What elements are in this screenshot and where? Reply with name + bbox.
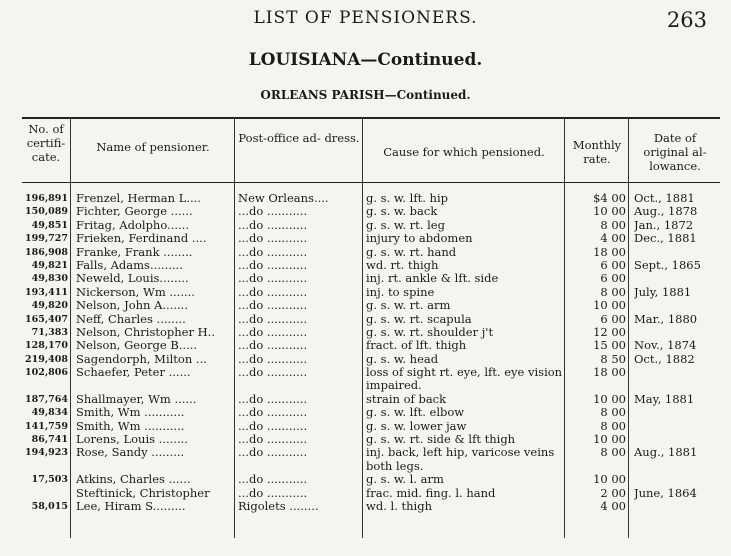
certificate-number: 71,383 [31,326,68,338]
table-row [0,433,731,446]
monthly-rate: 6 00 [600,312,626,326]
pension-cause: g. s. w. lft. elbow [366,406,465,420]
pensioner-name: Neweld, Louis........ [76,272,189,286]
allowance-date: Jan., 1872 [634,218,694,232]
allowance-date: June, 1864 [634,486,697,500]
table-top-rule [22,117,720,119]
pensioner-name: Frenzel, Herman L.... [76,192,201,205]
column-header-date: Date of original al- lowance. [643,131,707,173]
pension-cause: strain of back [366,392,447,406]
certificate-number: 194,923 [25,447,68,459]
certificate-number: 49,820 [31,300,68,312]
table-row [0,299,731,312]
post-office-address: ...do ........... [238,433,308,447]
table-row [0,500,731,513]
certificate-number: 186,908 [25,246,68,258]
pension-cause: inj. to spine [366,285,435,299]
pension-cause: g. s. w. lower jaw [366,419,467,433]
table-row [0,246,731,259]
post-office-address: ...do ........... [238,366,308,380]
table-row [0,339,731,352]
post-office-address: ...do ........... [238,218,308,232]
pensioner-name: Atkins, Charles ...... [76,473,191,487]
certificate-number: 150,089 [25,206,68,218]
pension-cause: g. s. w. rt. arm [366,299,451,313]
allowance-date: Sept., 1865 [634,258,701,272]
pension-cause: fract. of lft. thigh [366,339,467,353]
table-row [0,393,731,406]
post-office-address: ...do ........... [238,245,308,259]
certificate-number: 196,891 [25,193,68,204]
pensioner-name: Frieken, Ferdinand .... [76,232,207,246]
column-header-cause: Cause for which pensioned. [383,145,545,159]
certificate-number: 49,830 [31,273,68,285]
column-header-post-office: Post-office ad- dress. [238,131,360,145]
monthly-rate: 6 00 [600,258,626,272]
monthly-rate: 12 00 [593,325,626,339]
pensioner-name: Shallmayer, Wm ...... [76,392,197,406]
monthly-rate: 8 00 [600,406,626,420]
certificate-number: 58,015 [31,501,68,513]
table-row [0,313,731,326]
monthly-rate: 6 00 [600,272,626,286]
post-office-address: ...do ........... [238,352,308,366]
pensioner-name: Neff, Charles ........ [76,312,186,326]
allowance-date: Nov., 1874 [634,339,697,353]
monthly-rate: 10 00 [593,299,626,313]
table-row [0,205,731,218]
monthly-rate: 8 50 [600,352,626,366]
pensioner-name: Fritag, Adolpho...... [76,218,189,232]
allowance-date: Oct., 1882 [634,352,695,366]
parish-title: ORLEANS PARISH—Continued. [260,88,471,102]
allowance-date: Mar., 1880 [634,312,698,326]
pension-cause: wd. l. thigh [366,500,432,514]
pension-cause: g. s. w. back [366,205,438,219]
post-office-address: ...do ........... [238,419,308,433]
certificate-number: 49,821 [31,259,68,271]
allowance-date: Oct., 1881 [634,192,695,205]
column-header-name: Name of pensioner. [96,140,210,154]
pensioner-name: Falls, Adams......... [76,258,183,272]
pensioner-table-body [0,192,731,513]
certificate-number: 193,411 [25,286,68,298]
post-office-address: ...do ........... [238,325,308,339]
table-row [0,420,731,433]
monthly-rate: 18 00 [593,245,626,259]
monthly-rate: 15 00 [593,339,626,353]
allowance-date: July, 1881 [634,285,692,299]
pension-cause: g. s. w. rt. hand [366,245,457,259]
monthly-rate: 8 00 [600,285,626,299]
pension-cause: g. s. w. rt. side & lft thigh [366,433,516,447]
pension-cause: g. s. w. head [366,352,439,366]
post-office-address: ...do ........... [238,392,308,406]
table-row [0,286,731,299]
pensioner-name: Smith, Wm ........... [76,419,185,433]
certificate-number: 49,834 [31,407,68,419]
monthly-rate: 4 00 [600,232,626,246]
table-row [0,406,731,419]
certificate-number: 141,759 [25,420,68,432]
pensioner-name: Lorens, Louis ........ [76,433,188,447]
post-office-address: ...do ........... [238,312,308,326]
monthly-rate: 10 00 [593,473,626,487]
pension-cause: g. s. w. lft. hip [366,192,448,205]
pensioner-name: Nickerson, Wm ....... [76,285,195,299]
post-office-address: ...do ........... [238,258,308,272]
monthly-rate: 8 00 [600,419,626,433]
table-row [0,473,731,486]
pensioner-name: Nelson, Christopher H.. [76,325,215,339]
table-row [0,272,731,285]
post-office-address: Rigolets ........ [238,500,319,514]
table-row [0,487,731,500]
pensioner-name: Smith, Wm ........... [76,406,185,420]
table-row [0,366,731,393]
monthly-rate: 18 00 [593,366,626,380]
monthly-rate: 10 00 [593,433,626,447]
monthly-rate: 10 00 [593,205,626,219]
table-row [0,259,731,272]
pension-cause: g. s. w. l. arm [366,473,444,487]
pensioner-name: Nelson, George B..... [76,339,198,353]
pensioner-name: Franke, Frank ........ [76,245,193,259]
certificate-number: 219,408 [25,353,68,365]
post-office-address: ...do ........... [238,299,308,313]
allowance-date: May, 1881 [634,392,695,406]
page-number: 263 [666,8,707,32]
post-office-address: ...do ........... [238,339,308,353]
running-title: LIST OF PENSIONERS. [253,8,478,28]
table-row [0,232,731,245]
monthly-rate: 2 00 [600,486,626,500]
pension-cause: wd. rt. thigh [366,258,439,272]
pensioner-name: Schaefer, Peter ...... [76,366,191,380]
column-header-certificate: No. of certifi- cate. [26,122,66,164]
certificate-number: 102,806 [25,367,68,379]
table-row [0,326,731,339]
table-row [0,219,731,232]
pension-cause: g. s. w. rt. leg [366,218,445,232]
pension-cause: injury to abdomen [366,232,473,246]
pension-cause: inj. rt. ankle & lft. side [366,272,499,286]
certificate-number: 86,741 [31,434,68,446]
table-row [0,353,731,366]
certificate-number: 17,503 [31,474,68,486]
pension-cause: frac. mid. fing. l. hand [366,486,496,500]
table-row [0,446,731,473]
pension-cause: inj. back, left hip, varicose veins both legs. [366,446,555,473]
pensioner-name: Rose, Sandy ......... [76,446,185,460]
pensioner-name: Fichter, George ...... [76,205,193,219]
allowance-date: Dec., 1881 [634,232,697,246]
post-office-address: ...do ........... [238,272,308,286]
pensioner-name: Nelson, John A....... [76,299,188,313]
pension-cause: g. s. w. rt. scapula [366,312,472,326]
post-office-address: ...do ........... [238,285,308,299]
certificate-number: 128,170 [25,340,68,352]
post-office-address: ...do ........... [238,486,308,500]
post-office-address: ...do ........... [238,232,308,246]
table-row [0,192,731,205]
monthly-rate: 10 00 [593,392,626,406]
pensioner-name: Sagendorph, Milton ... [76,352,207,366]
certificate-number: 199,727 [25,233,68,245]
pensioner-name: Lee, Hiram S......... [76,500,186,514]
pension-cause: loss of sight rt. eye, lft. eye vision impaired. [366,366,563,393]
post-office-address: ...do ........... [238,446,308,460]
post-office-address: ...do ........... [238,473,308,487]
monthly-rate: 8 00 [600,446,626,460]
allowance-date: Aug., 1878 [634,205,698,219]
post-office-address: ...do ........... [238,205,308,219]
monthly-rate: 8 00 [600,218,626,232]
certificate-number: 187,764 [25,393,68,405]
certificate-number: 49,851 [31,219,68,231]
monthly-rate: $4 00 [593,192,626,205]
pensioner-name: Steftinick, Christopher [76,486,210,500]
column-header-rate: Monthly rate. [572,138,622,166]
table-header-rule [22,182,720,183]
state-title: LOUISIANA—Continued. [248,50,483,70]
post-office-address: ...do ........... [238,406,308,420]
certificate-number: 165,407 [25,313,68,325]
allowance-date: Aug., 1881 [634,446,698,460]
post-office-address: New Orleans.... [238,192,329,205]
monthly-rate: 4 00 [600,500,626,514]
pension-cause: g. s. w. rt. shoulder j't [366,325,494,339]
